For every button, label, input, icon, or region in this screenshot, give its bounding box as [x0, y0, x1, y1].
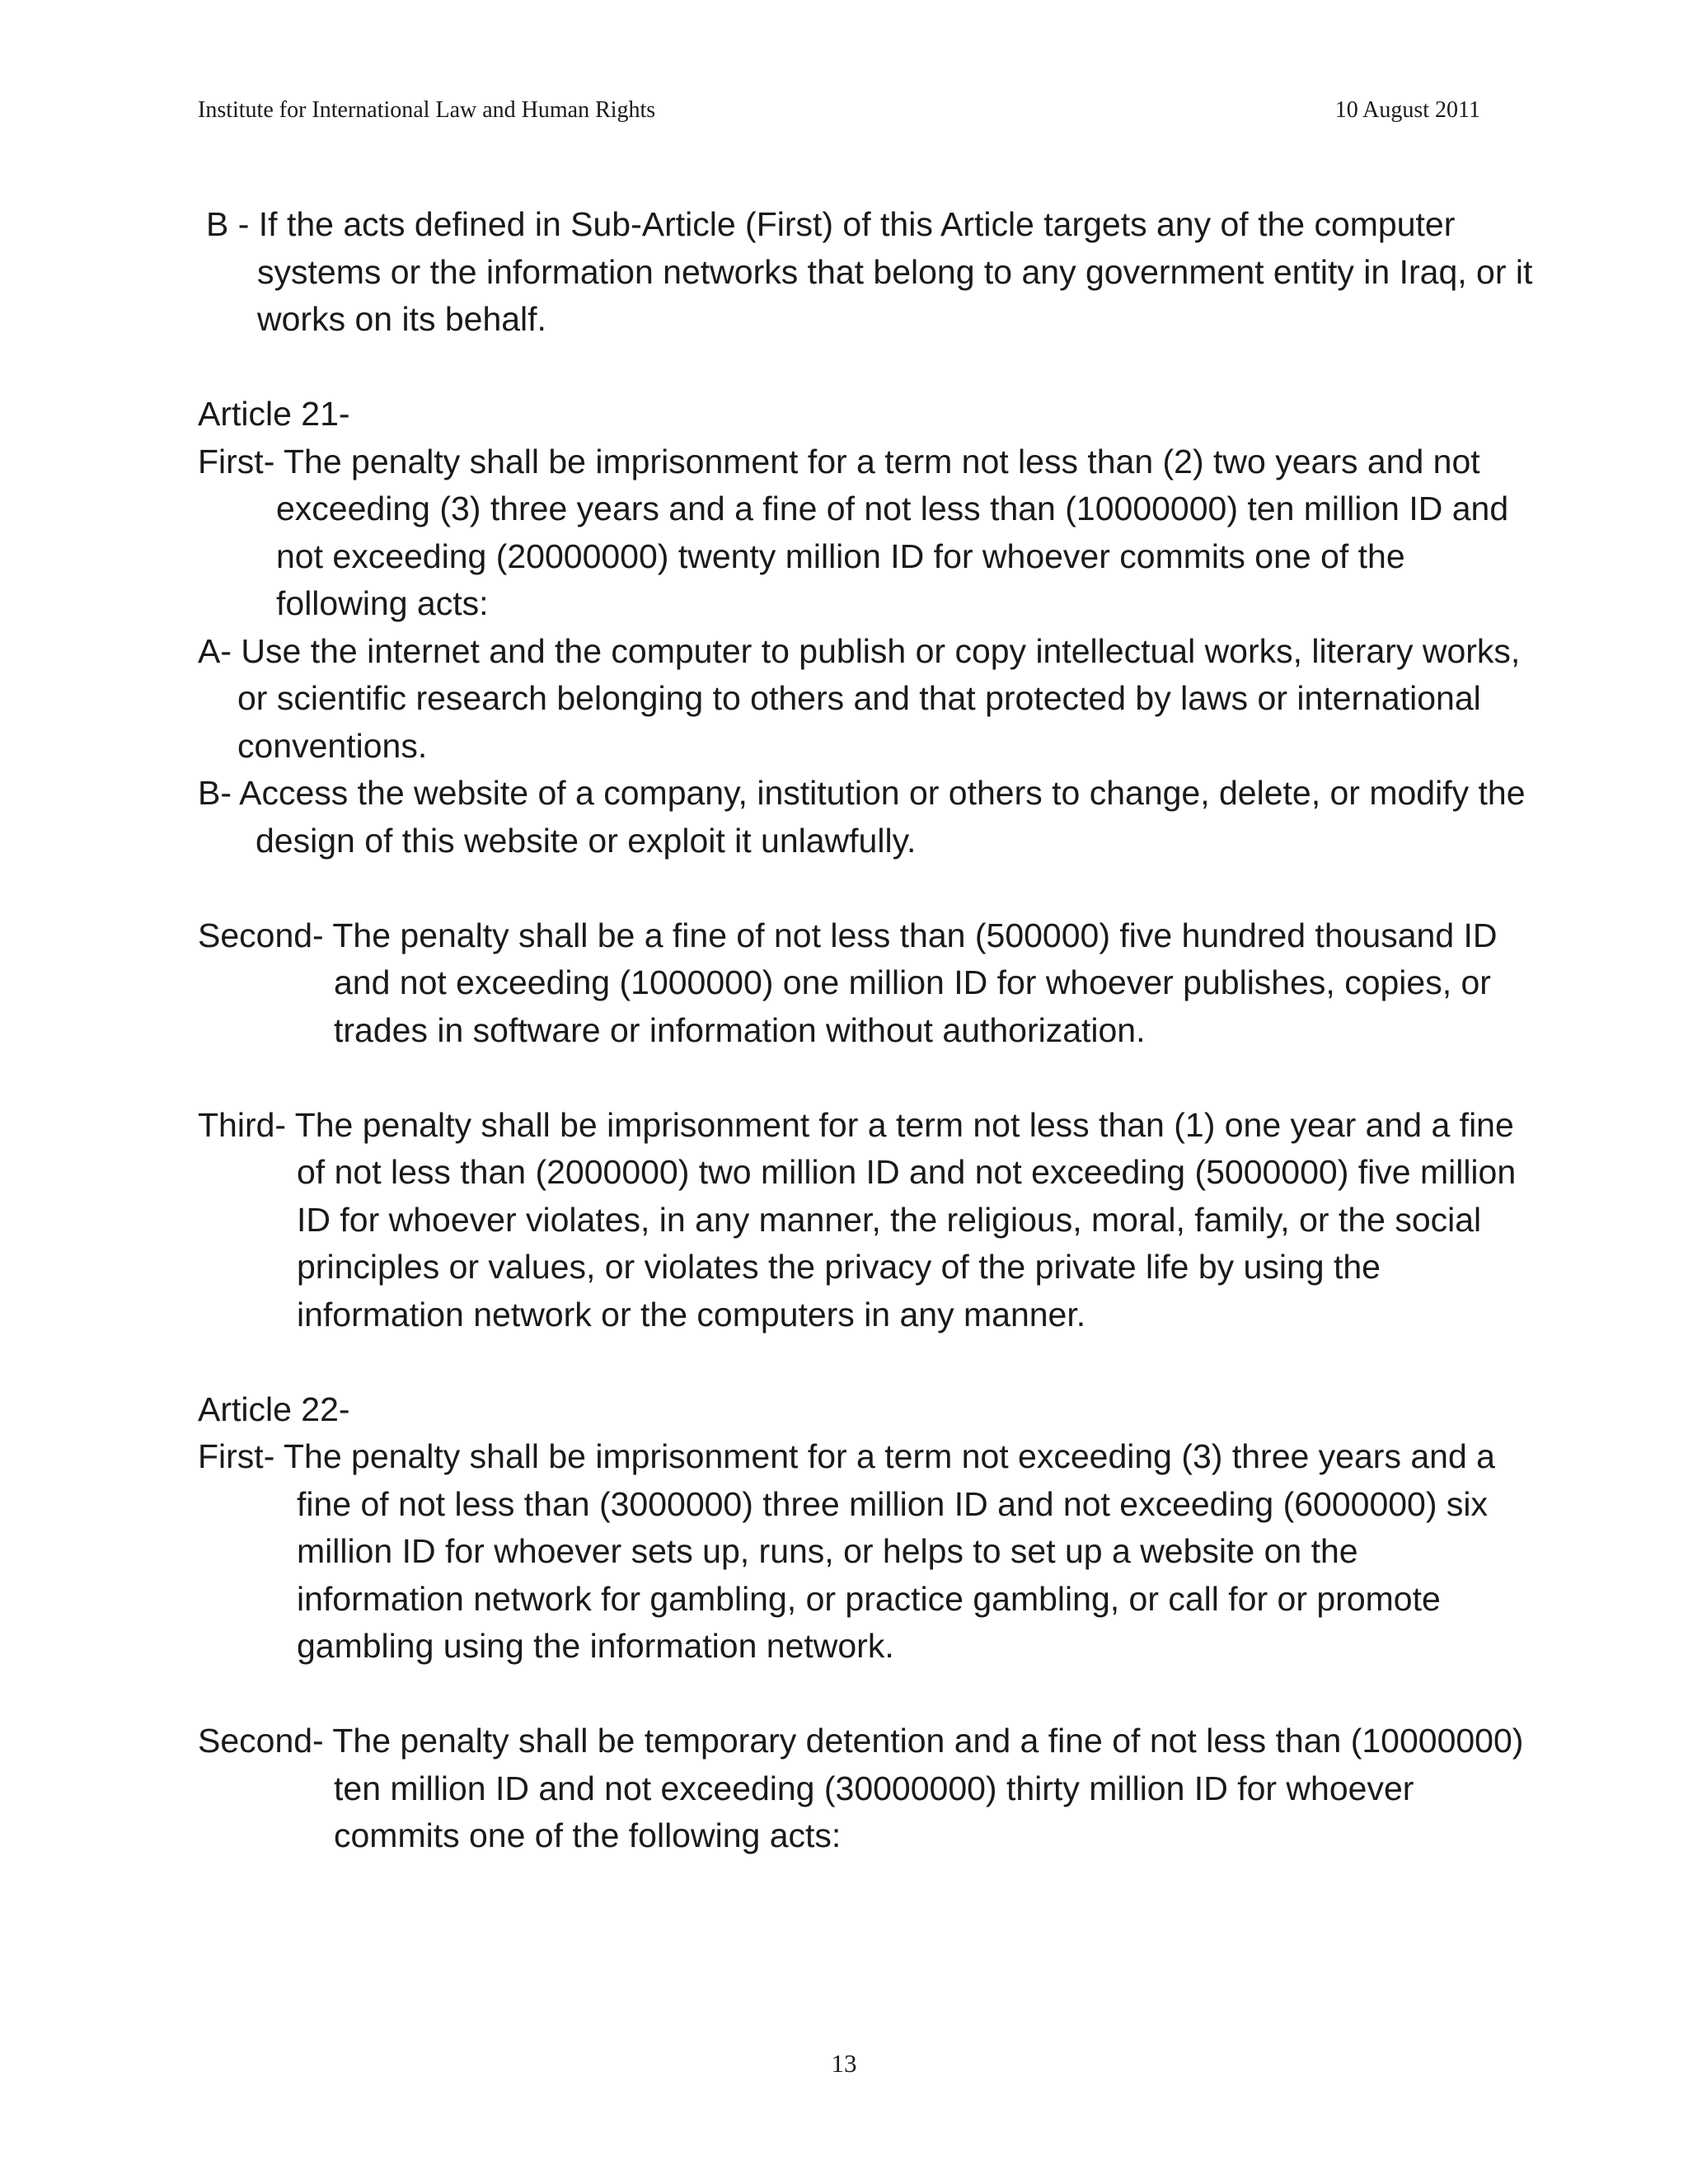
article-21-first: First- The penalty shall be imprisonment for a term not less than (2) two years and not exceeding (3) three years and a fine of not less than (10000000) ten million ID and not exceeding (20000000) twenty million ID for whoever commits one of the following acts: — [198, 442, 1509, 622]
document-body — [198, 201, 1533, 1860]
article-22-first: First- The penalty shall be imprisonment for a term not exceeding (3) three years and a fine of not less than (3000000) three million ID and not exceeding (6000000) six million ID for whoever sets up, runs, or helps to set up a website on the information network for gambling, or practice gambling, or call for or promote gambling using the information network. — [198, 1437, 1495, 1665]
article-21-clause-a: A- Use the internet and the computer to publish or copy intellectual works, literary works, or scientific research belonging to others and that protected by laws or international conventions. — [198, 631, 1521, 765]
page-number: 13 — [831, 2049, 857, 2078]
article-21-third: Third- The penalty shall be imprisonment for a term not less than (1) one year and a fine of not less than (2000000) two million ID and not exceeding (5000000) five million ID for whoever violates, in any manner, the religious, moral, family, or the social principles or values, or violates the privacy of the private life by using the information network or the computers in any manner. — [198, 1105, 1517, 1333]
header-date: 10 August 2011 — [1334, 97, 1480, 123]
article-22-heading: Article 22- — [198, 1390, 350, 1428]
article-22-second: Second- The penalty shall be temporary detention and a fine of not less than (10000000) ten million ID and not exceeding (30000000) thirty million ID for whoever commits one of the following acts: — [198, 1722, 1524, 1854]
header-institute: Institute for International Law and Human Rights — [198, 97, 656, 123]
article-21-heading: Article 21- — [198, 395, 350, 433]
article-21-clause-b: B- Access the website of a company, institution or others to change, delete, or modify the design of this website or exploit it unlawfully. — [198, 774, 1526, 860]
clause-b-government-systems: B - If the acts defined in Sub-Article (First) of this Article targets any of the computer systems or the information networks that belong to any government entity in Iraq, or it works on its behalf. — [206, 205, 1533, 338]
article-21-second: Second- The penalty shall be a fine of not less than (500000) five hundred thousand ID and not exceeding (1000000) one million ID for whoever publishes, copies, or trades in software or information without authorization. — [198, 916, 1498, 1049]
page-header — [198, 97, 1480, 130]
